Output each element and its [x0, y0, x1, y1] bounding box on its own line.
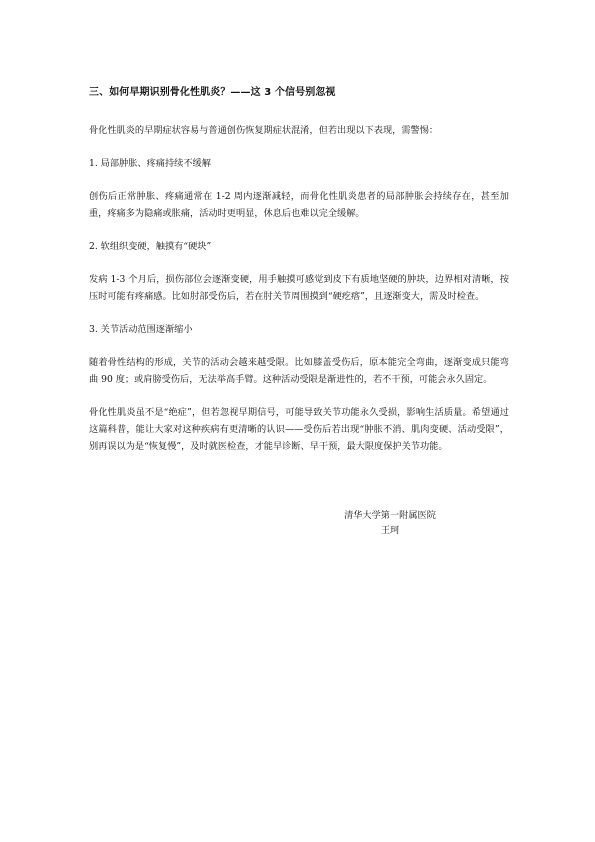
- signature-block: [320, 508, 460, 538]
- section-title: 三、如何早期识别骨化性肌炎？——这 3 个信号别忽视: [89, 87, 336, 98]
- document-body: [89, 86, 509, 471]
- intro-paragraph: 骨化性肌炎的早期症状容易与普通创伤恢复期症状混淆，但若出现以下表现，需警惕：: [89, 125, 439, 136]
- signature-author: 王珂: [380, 525, 400, 536]
- signal-3-body: 随着骨性结构的形成，关节的活动会越来越受限。比如膝盖受伤后，原本能完全弯曲，逐渐变成只能弯曲 90 度；或肩膀受伤后，无法举高手臂。这种活动受限是渐进性的，若不干预，可能会永久固定。: [89, 357, 509, 385]
- signal-1-heading: 1. 局部肿胀、疼痛持续不缓解: [89, 158, 211, 169]
- signal-2-body: 发病 1-3 个月后，损伤部位会逐渐变硬，用手触摸可感觉到皮下有质地坚硬的肿块，边界相对清晰，按压时可能有疼痛感。比如肘部受伤后，若在肘关节周围摸到“硬疙瘩”，且逐渐变大，需及时检查。: [89, 274, 509, 302]
- conclusion-paragraph: 骨化性肌炎虽不是“绝症”，但若忽视早期信号，可能导致关节功能永久受损，影响生活质量。希望通过这篇科普，能让大家对这种疾病有更清晰的认识——受伤后若出现“肿胀不消、肌肉变硬、活动受限”，别再误以为是“恢复慢”，及时就医检查，才能早诊断、早干预，最大限度保护关节功能。: [89, 407, 509, 452]
- signal-3-heading: 3. 关节活动范围逐渐缩小: [89, 324, 193, 335]
- signature-institution: 清华大学第一附属医院: [344, 510, 436, 521]
- signal-1-body: 创伤后正常肿胀、疼痛通常在 1-2 周内逐渐减轻，而骨化性肌炎患者的局部肿胀会持续存在，甚至加重，疼痛多为隐痛或胀痛，活动时更明显，休息后也难以完全缓解。: [89, 191, 509, 219]
- signal-2-heading: 2. 软组织变硬，触摸有“硬块”: [89, 241, 212, 252]
